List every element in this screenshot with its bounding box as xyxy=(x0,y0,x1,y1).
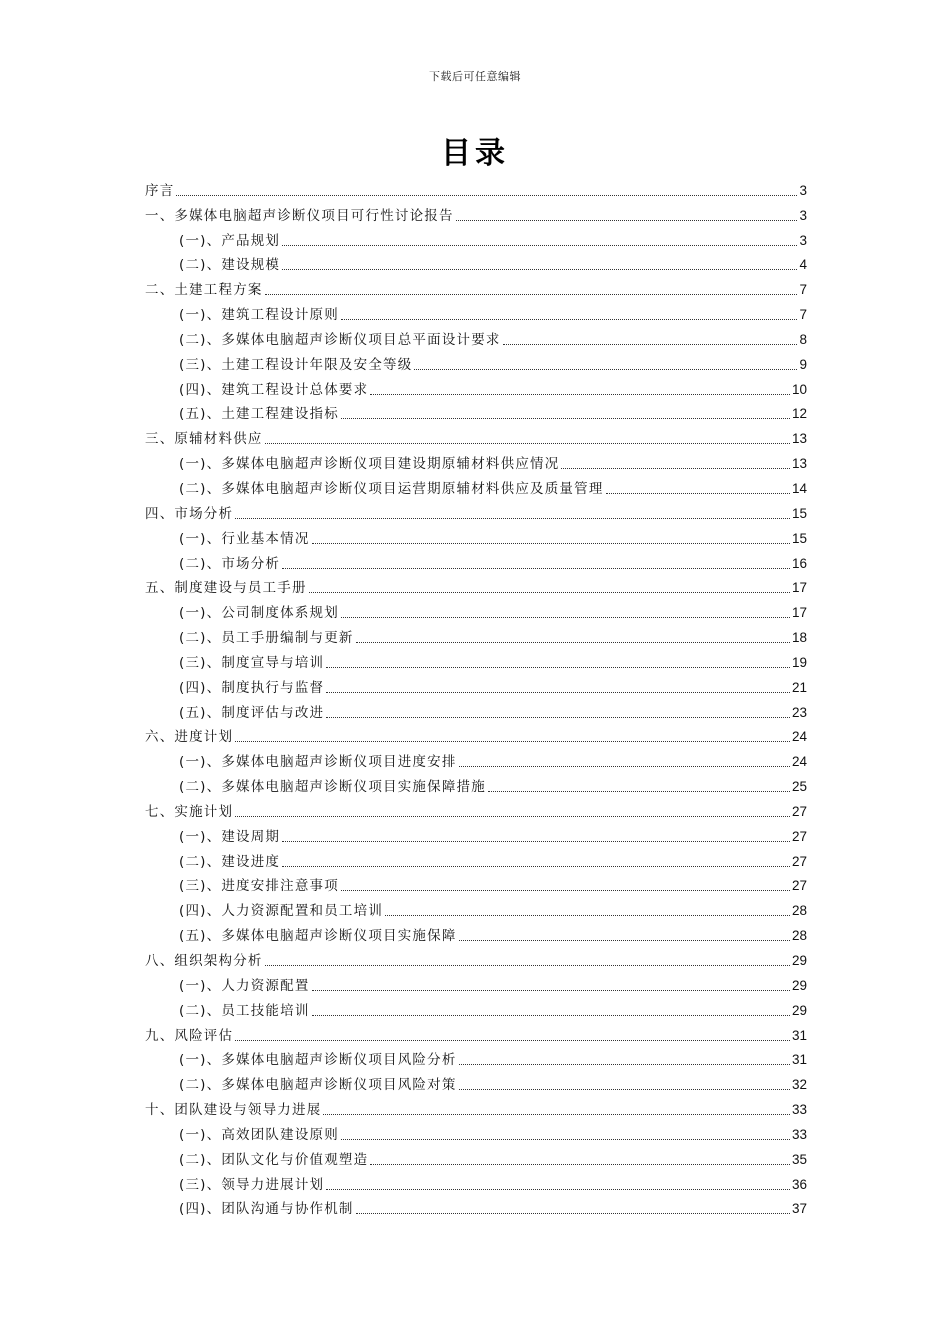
toc-page-number: 33 xyxy=(791,1126,807,1142)
toc-dot-leader xyxy=(326,667,790,668)
toc-entry-title: (二)、建设进度 xyxy=(179,853,281,870)
toc-entry-title: (四)、团队沟通与协作机制 xyxy=(179,1201,354,1218)
toc-dot-leader xyxy=(326,717,790,718)
toc-entry-title: (四)、人力资源配置和员工培训 xyxy=(179,903,384,920)
toc-dot-leader xyxy=(265,443,790,444)
toc-section-entry[interactable] xyxy=(145,547,807,572)
toc-page-number: 31 xyxy=(791,1052,807,1068)
toc-dot-leader xyxy=(326,1189,790,1190)
toc-dot-leader xyxy=(341,418,790,419)
toc-page-number: 27 xyxy=(791,803,807,819)
toc-page-number: 27 xyxy=(791,828,807,844)
toc-page-number: 27 xyxy=(791,878,807,894)
toc-entry-title: (二)、员工手册编制与更新 xyxy=(179,630,354,647)
toc-entry-title: 一、多媒体电脑超声诊断仪项目可行性讨论报告 xyxy=(145,207,454,224)
toc-dot-leader xyxy=(282,841,790,842)
toc-section-entry[interactable] xyxy=(145,745,807,770)
toc-entry-title: 二、土建工程方案 xyxy=(145,282,263,299)
toc-dot-leader xyxy=(312,543,790,544)
toc-section-entry[interactable] xyxy=(145,447,807,472)
toc-page-number: 3 xyxy=(799,207,807,223)
toc-section-entry[interactable] xyxy=(145,820,807,845)
toc-dot-leader xyxy=(488,791,790,792)
toc-section-entry[interactable] xyxy=(145,994,807,1019)
toc-page-number: 21 xyxy=(791,679,807,695)
toc-page-number: 7 xyxy=(799,282,807,298)
toc-chapter-entry[interactable] xyxy=(145,497,807,522)
toc-entry-title: 五、制度建设与员工手册 xyxy=(145,580,307,597)
toc-page-number: 36 xyxy=(791,1176,807,1192)
toc-section-entry[interactable] xyxy=(145,969,807,994)
toc-dot-leader xyxy=(341,890,790,891)
toc-entry-title: (三)、土建工程设计年限及安全等级 xyxy=(179,356,413,373)
toc-section-entry[interactable] xyxy=(145,596,807,621)
toc-page-number: 15 xyxy=(791,530,807,546)
toc-section-entry[interactable] xyxy=(145,323,807,348)
toc-dot-leader xyxy=(459,940,790,941)
toc-page-number: 32 xyxy=(791,1077,807,1093)
toc-page-number: 33 xyxy=(791,1102,807,1118)
toc-section-entry[interactable] xyxy=(145,1168,807,1193)
toc-dot-leader xyxy=(356,642,790,643)
toc-entry-title: (一)、多媒体电脑超声诊断仪项目建设期原辅材料供应情况 xyxy=(179,456,560,473)
toc-dot-leader xyxy=(282,866,790,867)
toc-section-entry[interactable] xyxy=(145,621,807,646)
toc-section-entry[interactable] xyxy=(145,1044,807,1069)
toc-section-entry[interactable] xyxy=(145,894,807,919)
toc-page-number: 28 xyxy=(791,903,807,919)
toc-chapter-entry[interactable] xyxy=(145,174,807,199)
toc-dot-leader xyxy=(356,1213,790,1214)
toc-entry-title: 十、团队建设与领导力进展 xyxy=(145,1102,322,1119)
toc-page-number: 25 xyxy=(791,779,807,795)
toc-section-entry[interactable] xyxy=(145,646,807,671)
toc-page-number: 3 xyxy=(799,182,807,198)
toc-section-entry[interactable] xyxy=(145,398,807,423)
toc-dot-leader xyxy=(503,344,798,345)
toc-chapter-entry[interactable] xyxy=(145,944,807,969)
toc-page-number: 7 xyxy=(799,307,807,323)
toc-chapter-entry[interactable] xyxy=(145,1093,807,1118)
toc-chapter-entry[interactable] xyxy=(145,572,807,597)
toc-dot-leader xyxy=(459,1089,790,1090)
toc-section-entry[interactable] xyxy=(145,1068,807,1093)
toc-section-entry[interactable] xyxy=(145,1118,807,1143)
toc-dot-leader xyxy=(326,692,790,693)
toc-entry-title: (二)、团队文化与价值观塑造 xyxy=(179,1151,369,1168)
toc-page-number: 29 xyxy=(791,1002,807,1018)
toc-dot-leader xyxy=(370,394,790,395)
toc-page-number: 17 xyxy=(791,605,807,621)
toc-entry-title: (一)、建设周期 xyxy=(179,828,281,845)
toc-chapter-entry[interactable] xyxy=(145,422,807,447)
toc-entry-title: (五)、多媒体电脑超声诊断仪项目实施保障 xyxy=(179,928,457,945)
toc-page-number: 24 xyxy=(791,729,807,745)
toc-dot-leader xyxy=(370,1164,790,1165)
toc-entry-title: (二)、市场分析 xyxy=(179,555,281,572)
table-of-contents xyxy=(145,174,807,1217)
toc-entry-title: (二)、建设规模 xyxy=(179,257,281,274)
toc-page-number: 15 xyxy=(791,505,807,521)
toc-entry-title: (四)、建筑工程设计总体要求 xyxy=(179,381,369,398)
toc-chapter-entry[interactable] xyxy=(145,795,807,820)
toc-dot-leader xyxy=(459,1064,790,1065)
toc-page-number: 14 xyxy=(791,480,807,496)
toc-page-number: 8 xyxy=(799,331,807,347)
toc-section-entry[interactable] xyxy=(145,845,807,870)
toc-page-number: 13 xyxy=(791,456,807,472)
toc-dot-leader xyxy=(385,915,790,916)
toc-dot-leader xyxy=(312,1015,790,1016)
toc-entry-title: (一)、多媒体电脑超声诊断仪项目风险分析 xyxy=(179,1052,457,1069)
toc-section-entry[interactable] xyxy=(145,373,807,398)
toc-page-number: 17 xyxy=(791,580,807,596)
toc-page-number: 10 xyxy=(791,381,807,397)
toc-entry-title: (二)、多媒体电脑超声诊断仪项目运营期原辅材料供应及质量管理 xyxy=(179,480,604,497)
toc-dot-leader xyxy=(235,1040,790,1041)
toc-section-entry[interactable] xyxy=(145,671,807,696)
toc-dot-leader xyxy=(282,245,797,246)
toc-entry-title: 九、风险评估 xyxy=(145,1027,234,1044)
toc-dot-leader xyxy=(561,468,790,469)
toc-page-number: 9 xyxy=(799,356,807,372)
toc-section-entry[interactable] xyxy=(145,472,807,497)
toc-page-number: 23 xyxy=(791,704,807,720)
toc-page-number: 3 xyxy=(799,232,807,248)
toc-entry-title: (三)、进度安排注意事项 xyxy=(179,878,339,895)
toc-page-number: 31 xyxy=(791,1027,807,1043)
toc-dot-leader xyxy=(235,518,790,519)
toc-dot-leader xyxy=(282,269,797,270)
toc-dot-leader xyxy=(265,965,790,966)
toc-entry-title: 八、组织架构分析 xyxy=(145,953,263,969)
toc-chapter-entry[interactable] xyxy=(145,1019,807,1044)
toc-entry-title: 六、进度计划 xyxy=(145,729,234,746)
toc-entry-title: (二)、多媒体电脑超声诊断仪项目风险对策 xyxy=(179,1077,457,1094)
toc-section-entry[interactable] xyxy=(145,770,807,795)
toc-dot-leader xyxy=(341,319,798,320)
toc-page-number: 29 xyxy=(791,953,807,968)
toc-dot-leader xyxy=(341,1139,790,1140)
toc-section-entry[interactable] xyxy=(145,348,807,373)
toc-page-number: 4 xyxy=(799,257,807,273)
toc-section-entry[interactable] xyxy=(145,1193,807,1218)
toc-entry-title: (四)、制度执行与监督 xyxy=(179,679,325,696)
toc-chapter-entry[interactable] xyxy=(145,721,807,746)
toc-dot-leader xyxy=(312,990,790,991)
toc-entry-title: (二)、多媒体电脑超声诊断仪项目实施保障措施 xyxy=(179,779,486,796)
toc-section-entry[interactable] xyxy=(145,522,807,547)
toc-page-number: 28 xyxy=(791,928,807,944)
toc-entry-title: 三、原辅材料供应 xyxy=(145,431,263,448)
toc-page-number: 18 xyxy=(791,630,807,646)
toc-entry-title: (三)、制度宣导与培训 xyxy=(179,654,325,671)
toc-page-number: 19 xyxy=(791,654,807,670)
toc-page-number: 13 xyxy=(791,431,807,447)
toc-page-number: 12 xyxy=(791,406,807,422)
toc-dot-leader xyxy=(323,1114,790,1115)
toc-dot-leader xyxy=(341,617,790,618)
toc-entry-title: (一)、公司制度体系规划 xyxy=(179,605,339,622)
toc-page-number: 16 xyxy=(791,555,807,571)
toc-entry-title: (三)、领导力进展计划 xyxy=(179,1176,325,1193)
toc-entry-title: (五)、制度评估与改进 xyxy=(179,704,325,721)
toc-entry-title: (一)、行业基本情况 xyxy=(179,530,310,547)
toc-page-number: 29 xyxy=(791,977,807,993)
toc-page-number: 35 xyxy=(791,1151,807,1167)
toc-entry-title: (五)、土建工程建设指标 xyxy=(179,406,339,423)
toc-entry-title: (一)、多媒体电脑超声诊断仪项目进度安排 xyxy=(179,754,457,771)
toc-chapter-entry[interactable] xyxy=(145,199,807,224)
toc-entry-title: 序言 xyxy=(145,182,175,199)
toc-dot-leader xyxy=(282,568,790,569)
toc-entry-title: 七、实施计划 xyxy=(145,803,234,820)
toc-section-entry[interactable] xyxy=(145,249,807,274)
toc-dot-leader xyxy=(235,816,790,817)
toc-dot-leader xyxy=(459,766,790,767)
toc-title: 目录 xyxy=(441,136,509,171)
toc-dot-leader xyxy=(176,195,797,196)
page-header-note: 下载后可任意编辑 xyxy=(429,70,521,83)
toc-section-entry[interactable] xyxy=(145,870,807,895)
toc-section-entry[interactable] xyxy=(145,696,807,721)
toc-section-entry[interactable] xyxy=(145,919,807,944)
toc-dot-leader xyxy=(235,741,790,742)
toc-dot-leader xyxy=(309,592,790,593)
toc-entry-title: (二)、员工技能培训 xyxy=(179,1002,310,1019)
toc-dot-leader xyxy=(606,493,790,494)
toc-dot-leader xyxy=(456,220,798,221)
toc-dot-leader xyxy=(414,369,797,370)
toc-entry-title: 四、市场分析 xyxy=(145,505,234,522)
toc-page-number: 24 xyxy=(791,754,807,770)
toc-entry-title: (二)、多媒体电脑超声诊断仪项目总平面设计要求 xyxy=(179,331,501,348)
toc-page-number: 27 xyxy=(791,853,807,869)
toc-section-entry[interactable] xyxy=(145,1143,807,1168)
toc-section-entry[interactable] xyxy=(145,224,807,249)
toc-dot-leader xyxy=(265,294,798,295)
toc-page-number: 37 xyxy=(791,1201,807,1217)
toc-section-entry[interactable] xyxy=(145,298,807,323)
toc-entry-title: (一)、人力资源配置 xyxy=(179,977,310,994)
toc-entry-title: (一)、产品规划 xyxy=(179,232,281,249)
toc-entry-title: (一)、建筑工程设计原则 xyxy=(179,307,339,324)
toc-chapter-entry[interactable] xyxy=(145,273,807,298)
toc-entry-title: (一)、高效团队建设原则 xyxy=(179,1126,339,1143)
